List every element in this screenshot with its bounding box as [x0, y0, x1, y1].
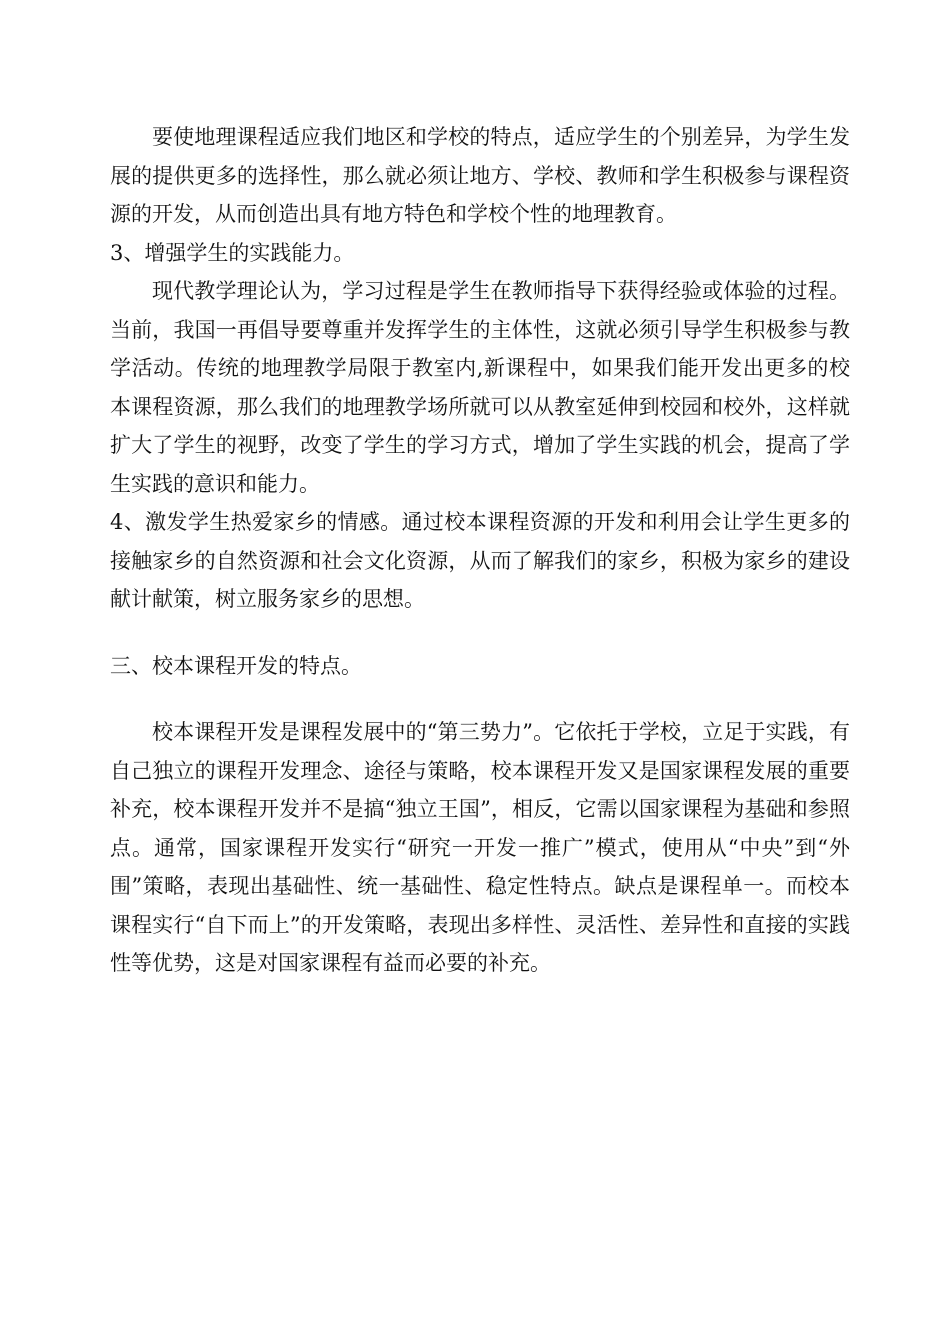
point-3-practice-ability: 3、增强学生的实践能力。 — [110, 240, 355, 265]
paragraph-modern-teaching-theory: 现代教学理论认为，学习过程是学生在教师指导下获得经验或体验的过程。当前，我国一再倡导要尊重并发挥学生的主体性，这就必须引导学生积极参与教学活动。传统的地理教学局限于教室内,新课程中，如果我们能开发出更多的校本课程资源，那么我们的地理教学场所就可以从教室延伸到校园和校外，这样就扩大了学生的视野，改变了学生的学习方式，增加了学生实践的机会，提高了学生实践的意识和能力。 — [110, 279, 850, 496]
document-page — [110, 118, 850, 983]
section-3-heading: 三、校本课程开发的特点。 — [110, 653, 362, 678]
point-4-hometown-affection: 4、激发学生热爱家乡的情感。通过校本课程资源的开发和利用会让学生更多的接触家乡的自然资源和社会文化资源，从而了解我们的家乡，积极为家乡的建设献计献策，树立服务家乡的思想。 — [110, 510, 850, 611]
paragraph-school-based-curriculum: 校本课程开发是课程发展中的“第三势力”。它依托于学校，立足于实践，有自己独立的课程开发理念、途径与策略，校本课程开发又是国家课程发展的重要补充，校本课程开发并不是搞“独立王国”，相反，它需以国家课程为基础和参照点。通常，国家课程开发实行“研究一开发一推广”模式，使用从“中央”到“外围”策略，表现出基础性、统一基础性、稳定性特点。缺点是课程单一。而校本课程实行“自下而上”的开发策略，表现出多样性、灵活性、差异性和直接的实践性等优势，这是对国家课程有益而必要的补充。 — [110, 720, 850, 975]
paragraph-course-adaptation: 要使地理课程适应我们地区和学校的特点，适应学生的个别差异，为学生发展的提供更多的选择性，那么就必须让地方、学校、教师和学生积极参与课程资源的开发，从而创造出具有地方特色和学校个性的地理教育。 — [110, 125, 850, 226]
